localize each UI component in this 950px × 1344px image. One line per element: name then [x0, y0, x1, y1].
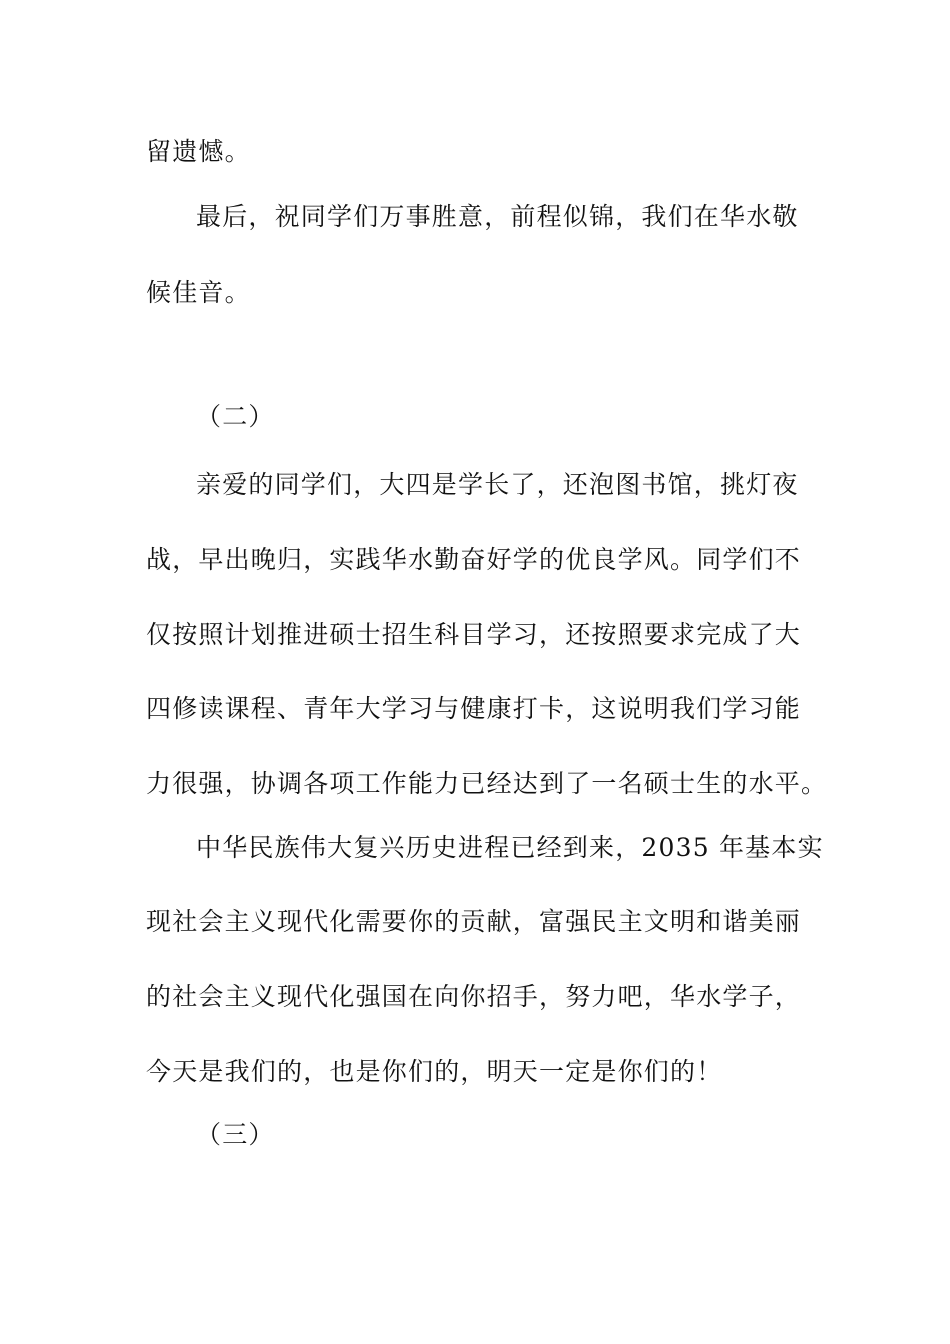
paragraph-line: 四修读课程、青年大学习与健康打卡，这说明我们学习能 [146, 694, 802, 723]
paragraph-line: 力很强，协调各项工作能力已经达到了一名硕士生的水平。 [146, 769, 828, 798]
paragraph-line: 的社会主义现代化强国在向你招手，努力吧，华水学子， [146, 982, 802, 1011]
paragraph-line: 战，早出晚归，实践华水勤奋好学的优良学风。同学们不 [146, 545, 802, 574]
paragraph-line: 亲爱的同学们，大四是学长了，还泡图书馆，挑灯夜 [196, 470, 799, 499]
section-heading: （三） [196, 1120, 275, 1149]
paragraph-line: 仅按照计划推进硕士招生科目学习，还按照要求完成了大 [146, 620, 802, 649]
paragraph-line: 今天是我们的，也是你们的，明天一定是你们的！ [146, 1057, 723, 1086]
section-heading: （二） [196, 402, 275, 431]
paragraph-line: 候佳音。 [146, 278, 251, 307]
paragraph-line: 留遗憾。 [146, 137, 251, 166]
paragraph-line: 现社会主义现代化需要你的贡献，富强民主文明和谐美丽 [146, 907, 802, 936]
paragraph-line: 最后，祝同学们万事胜意，前程似锦，我们在华水敬 [196, 202, 799, 231]
paragraph-line: 中华民族伟大复兴历史进程已经到来，2035 年基本实 [196, 833, 824, 862]
